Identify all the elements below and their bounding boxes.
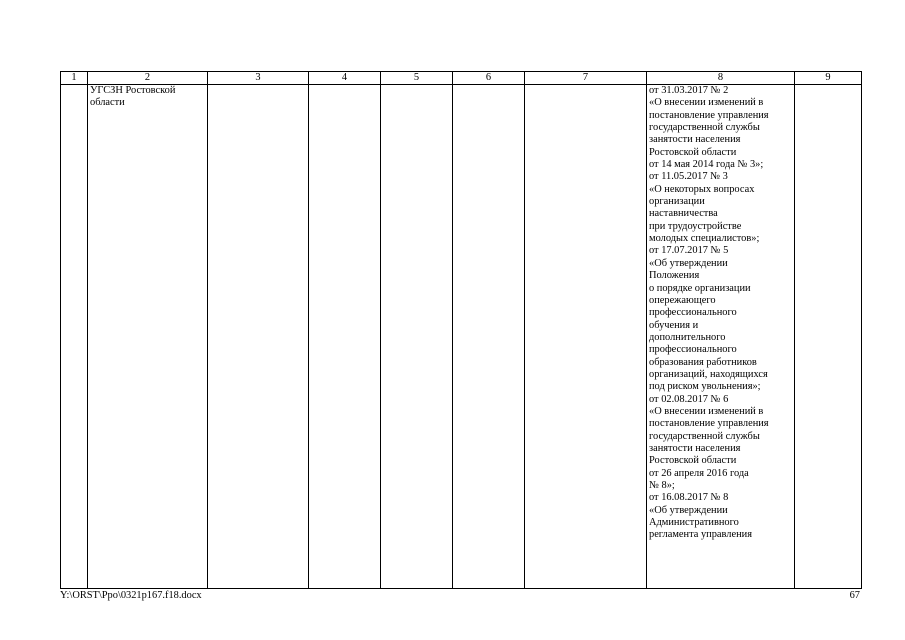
column-header: 8 [647, 72, 795, 85]
column-header: 9 [795, 72, 862, 85]
documents-cell: от 31.03.2017 № 2 «О внесении изменений в постановление управления государственной службы занятости населения Ростовской области от 14 мая 2014 года № 3»; от 11.05.2017 № 3 «О некоторых вопросах организации наставничества при трудоустройстве молодых специалистов»; от 17.07.2017 № 5 «Об утверждении Положения о порядке организации опережающего профессионального обучения и дополнительного профессионального образования работников организаций, находящихся под риском увольнения»; от 02.08.2017 № 6 «О внесении изменений в постановление управления государственной службы занятости населения Ростовской области от 26 апреля 2016 года № 8»; от 16.08.2017 № 8 «Об утверждении Административного регламента управления [647, 85, 795, 589]
column-header: 7 [525, 72, 647, 85]
column-header: 6 [453, 72, 525, 85]
column-header: 1 [61, 72, 88, 85]
table-cell [381, 85, 453, 589]
footer-file-path: Y:\ORST\Ppo\0321p167.f18.docx [60, 590, 202, 601]
document-table [60, 71, 862, 589]
table-header-row [61, 72, 862, 85]
table-cell [208, 85, 309, 589]
page-number: 67 [849, 590, 860, 601]
table-cell [309, 85, 381, 589]
table-cell [525, 85, 647, 589]
column-header: 3 [208, 72, 309, 85]
table-row [61, 85, 862, 589]
column-header: 5 [381, 72, 453, 85]
table-cell [61, 85, 88, 589]
column-header: 2 [88, 72, 208, 85]
table-cell [795, 85, 862, 589]
table-cell [453, 85, 525, 589]
column-header: 4 [309, 72, 381, 85]
organization-cell: УГСЗН Ростовской области [88, 85, 208, 589]
